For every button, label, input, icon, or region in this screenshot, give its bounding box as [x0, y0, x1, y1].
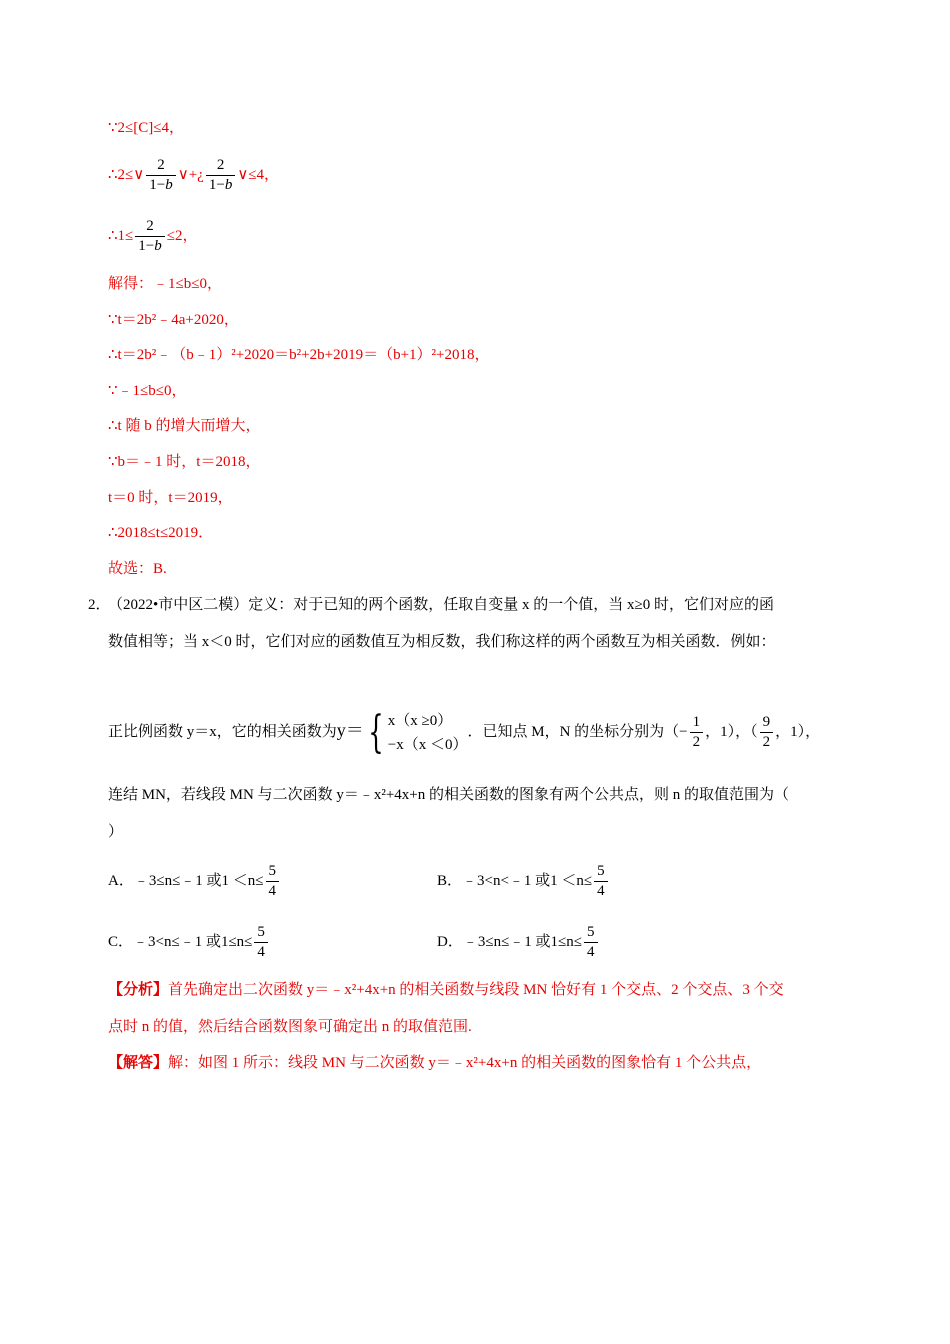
fraction-2-over-1-minus-b: $\frac{2}{1-b}$	[146, 156, 175, 195]
analysis-tag: 【分析】	[108, 982, 169, 998]
question-number: 2．	[88, 597, 111, 613]
option-d[interactable]: D．﹣3≤n≤﹣1 或1≤n≤ $\frac{5}{4}$	[437, 919, 600, 965]
fraction-nine-halves: $\frac{9}{2}$	[760, 713, 774, 752]
solution-line-4: 解得：﹣1≤b≤0，	[108, 276, 222, 292]
question-stem-line-2: 数值相等；当 x＜0 时，它们对应的函数值互为相反数，我们称这样的两个函数互为相关函数．例如：	[108, 634, 776, 650]
analysis-line-1: 【分析】首先确定出二次函数 y＝﹣x²+4x+n 的相关函数与线段 MN 恰好有 1 个交点、2 个交点、3 个交	[108, 982, 784, 998]
fraction-five-fourths: $\frac{5}{4}$	[594, 862, 608, 901]
answer-line-1: 【解答】解：如图 1 所示：线段 MN 与二次函数 y＝﹣x²+4x+n 的相关函数的图象恰有 1 个公共点，	[108, 1055, 762, 1071]
question-stem-line-1: （2022•市中区二模）定义：对于已知的两个函数，任取自变量 x 的一个值，当 x≥0 时，它们对应的函	[108, 597, 774, 613]
fraction-2-over-1-minus-b: $\frac{2}{1-b}$	[206, 156, 235, 195]
solution-line-2-post: ∨≤4，	[237, 167, 280, 183]
solution-line-12: 故选：B.	[108, 561, 167, 577]
solution-line-6: ∴t＝2b²﹣（b﹣1）²+2020＝b²+2b+2019＝（b+1）²+2018，	[108, 347, 490, 363]
solution-line-11: ∴2018≤t≤2019．	[108, 525, 214, 541]
solution-line-3: ∴1≤ $\frac{2}{1-b}$ ≤2，	[108, 218, 198, 255]
solution-line-2-mid: ∨+¿	[177, 167, 204, 183]
question-stem-line-5: ）	[108, 824, 124, 840]
fraction-one-half: $\frac{1}{2}$	[690, 713, 704, 752]
question-stem-line-3: 正比例函数 y＝x，它的相关函数为y＝{ x（x ≥0） −x（x ＜0） ．已知点 M，N 的坐标分别为（− $\frac{1}{2}$ ，1），（ $\frac{9}{2}$ ，1），	[108, 706, 821, 758]
option-c[interactable]: C．﹣3<n≤﹣1 或1≤n≤ $\frac{5}{4}$	[108, 919, 270, 965]
fraction-five-fourths: $\frac{5}{4}$	[266, 862, 280, 901]
solution-line-5: ∵t＝2b²﹣4a+2020，	[108, 312, 239, 328]
solution-line-9: ∵b＝﹣1 时，t＝2018，	[108, 454, 261, 470]
fraction-2-over-1-minus-b: $\frac{2}{1-b}$	[135, 217, 164, 256]
question-stem-line-4: 连结 MN，若线段 MN 与二次函数 y＝﹣x²+4x+n 的相关函数的图象有两个公共点，则 n 的取值范围为（	[108, 787, 790, 803]
solution-line-2-pre: ∴2≤∨	[108, 167, 145, 183]
solution-line-1: ∵2≤[C]≤4，	[108, 120, 185, 136]
option-a[interactable]: A．﹣3≤n≤﹣1 或1 ＜n≤ $\frac{5}{4}$	[108, 858, 281, 904]
fraction-five-fourths: $\frac{5}{4}$	[254, 923, 268, 962]
piecewise-cases: x（x ≥0） −x（x ＜0）	[387, 712, 468, 753]
answer-tag: 【解答】	[108, 1055, 169, 1071]
related-function-y: y＝	[336, 720, 364, 740]
solution-line-8: ∴t 随 b 的增大而增大，	[108, 418, 261, 434]
option-b[interactable]: B．﹣3<n<﹣1 或1 ＜n≤ $\frac{5}{4}$	[437, 858, 610, 904]
solution-line-10: t＝0 时，t＝2019，	[108, 490, 233, 506]
analysis-line-2: 点时 n 的值，然后结合函数图象可确定出 n 的取值范围.	[108, 1019, 472, 1035]
solution-line-7: ∵﹣1≤b≤0，	[108, 383, 187, 399]
fraction-five-fourths: $\frac{5}{4}$	[584, 923, 598, 962]
left-brace-icon: {	[368, 706, 384, 758]
solution-line-2	[108, 152, 279, 198]
